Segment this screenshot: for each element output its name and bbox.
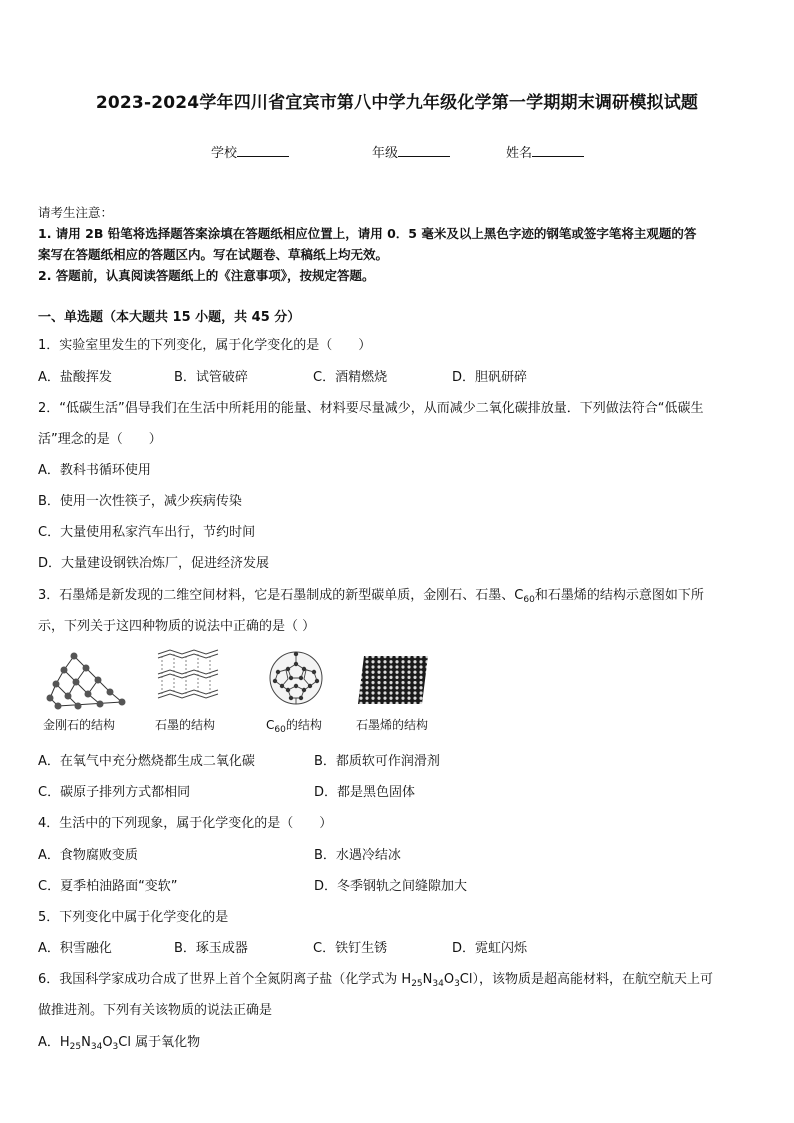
notice-heading: 请考生注意： [38,205,114,220]
caption-graphene: 石墨烯的结构 [356,718,429,732]
q2-option-d[interactable]: D．大量建设钢铁冶炼厂，促进经济发展 [38,556,270,571]
q2-stem-1: 2．“低碳生活”倡导我们在生活中所耗用的能量、材料要尽量减少，从而减少二氧化碳排放量．下列做法符合“低碳生 [38,401,704,416]
q4-stem: 4．生活中的下列现象，属于化学变化的是（ ） [38,816,333,831]
q1-option-c[interactable]: C．酒精燃烧 [313,370,388,385]
q5-option-d[interactable]: D．霓虹闪烁 [452,941,528,956]
q2-option-a[interactable]: A．教科书循环使用 [38,463,151,478]
q1-option-d[interactable]: D．胆矾研碎 [452,370,528,385]
q2-stem-2: 活”理念的是（ ） [38,432,162,447]
notice-item-2: 2. 答题前，认真阅读答题纸上的《注意事项》，按规定答题。 [38,268,375,283]
q3-option-b[interactable]: B．都质软可作润滑剂 [314,754,440,769]
q6-stem-1: 6．我国科学家成功合成了世界上首个全氮阴离子盐（化学式为 $H_{25}N_{34}O_3Cl$），该物质是超高能材料，在航空航天上可 [38,972,713,989]
q3-option-d[interactable]: D．都是黑色固体 [314,785,416,800]
q2-option-c[interactable]: C．大量使用私家汽车出行，节约时间 [38,525,256,540]
q1-option-a[interactable]: A．盐酸挥发 [38,370,112,385]
q3-option-a[interactable]: A．在氧气中充分燃烧都生成二氧化碳 [38,754,255,769]
q5-option-a[interactable]: A．积雪融化 [38,941,112,956]
q6-option-a[interactable]: A．$H_{25}N_{34}O_3Cl$ 属于氧化物 [38,1035,201,1052]
caption-graphite: 石墨的结构 [155,718,216,732]
name-field[interactable] [506,142,584,161]
q3-stem-2: 示，下列关于这四种物质的说法中正确的是（ ） [38,619,316,634]
q3-stem-1: 3．石墨烯是新发现的二维空间材料，它是石墨制成的新型碳单质，金刚石、石墨、$C_{60}$和石墨烯的结构示意图如下所 [38,588,704,605]
q1-option-b[interactable]: B．试管破碎 [174,370,248,385]
grade-label: 年级 [372,146,399,161]
graphene-structure-image [358,654,428,706]
grade-field[interactable] [372,142,450,161]
diamond-structure-image [42,648,130,710]
q2-option-b[interactable]: B．使用一次性筷子，减少疾病传染 [38,494,242,509]
q5-stem: 5．下列变化中属于化学变化的是 [38,910,229,925]
name-label: 姓名 [506,146,533,161]
notice-item-1a: 1. 请用 2B 铅笔将选择题答案涂填在答题纸相应位置上，请用 0．5 毫米及以上黑色字迹的钢笔或签字笔将主观题的答 [38,226,697,241]
page-title: 2023-2024学年四川省宜宾市第八中学九年级化学第一学期期末调研模拟试题 [95,93,699,113]
c60-structure-image [266,648,326,708]
q4-option-d[interactable]: D．冬季钢轨之间缝隙加大 [314,879,468,894]
q3-option-c[interactable]: C．碳原子排列方式都相同 [38,785,191,800]
q4-option-b[interactable]: B．水遇冷结冰 [314,848,401,863]
q5-option-c[interactable]: C．铁钉生锈 [313,941,388,956]
q1-stem: 1．实验室里发生的下列变化，属于化学变化的是（ ） [38,338,372,353]
q6-stem-2: 做推进剂。下列有关该物质的说法正确是 [38,1003,273,1018]
q4-option-a[interactable]: A．食物腐败变质 [38,848,138,863]
q4-option-c[interactable]: C．夏季柏油路面“变软” [38,879,178,894]
q5-option-b[interactable]: B．琢玉成器 [174,941,248,956]
school-label: 学校 [211,146,238,161]
school-field[interactable] [211,142,289,161]
notice-item-1b: 案写在答题纸相应的答题区内。写在试题卷、草稿纸上均无效。 [38,247,389,262]
caption-c60: $C_{60}$的结构 [266,718,322,735]
section-heading: 一、单选题（本大题共 15 小题，共 45 分） [38,310,301,325]
graphite-structure-image [154,648,222,708]
caption-diamond: 金刚石的结构 [43,718,116,732]
